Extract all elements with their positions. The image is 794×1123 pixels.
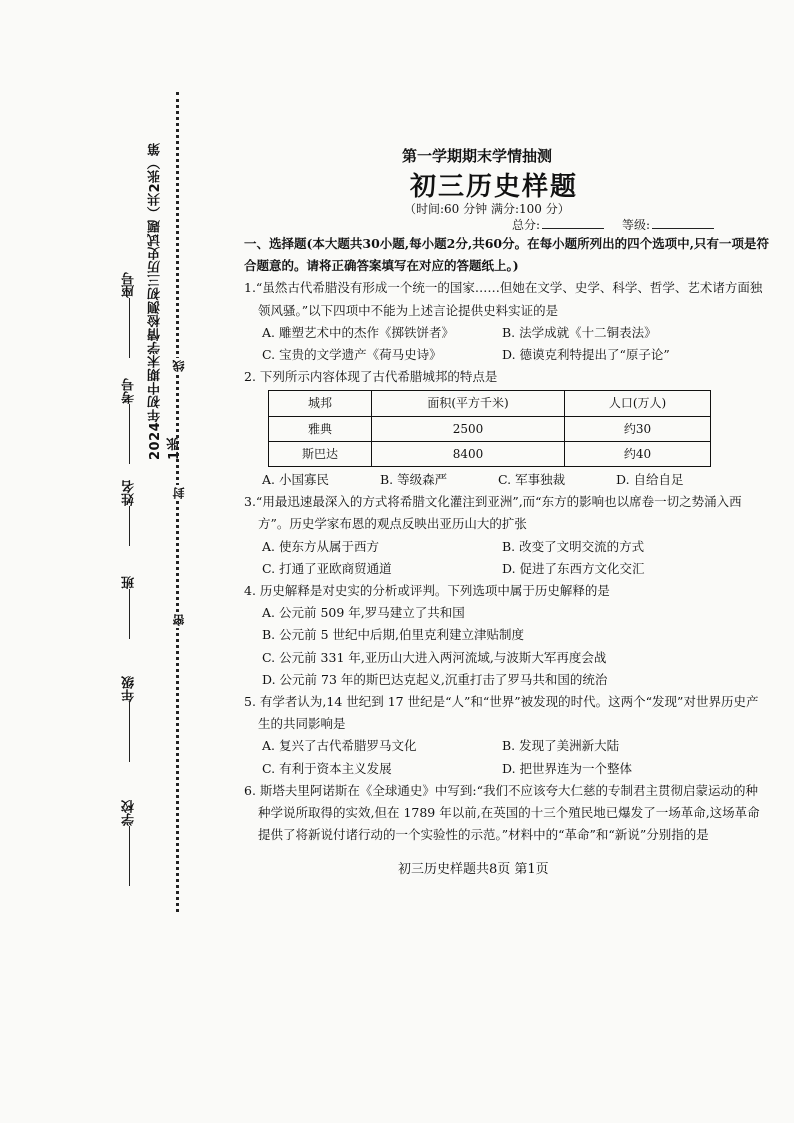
seat-number-field [120, 272, 139, 364]
question-3-options [244, 536, 769, 580]
seal-char-line: 线 [172, 360, 186, 372]
seal-char-secret: 密 [172, 614, 186, 626]
class-blank[interactable] [129, 589, 130, 639]
exam-content [244, 233, 769, 846]
grade-label: 年级 [122, 676, 137, 702]
option-d: D. 公元前 73 年的斯巴达克起义,沉重打击了罗马共和国的统治 [262, 671, 608, 687]
grade-level-label: 等级: [622, 218, 651, 232]
exam-number-label: 考号 [122, 378, 137, 404]
name-label: 姓名 [122, 480, 137, 506]
seal-char-seal: 封 [172, 487, 186, 499]
grade-blank[interactable] [129, 702, 130, 762]
question-3-stem: 3.“用最迅速最深入的方式将希腊文化灌注到亚洲”,而“东方的影响也以席卷一切之势涌入西方”。历史学家布恩的观点反映出亚历山大的扩张 [244, 494, 742, 532]
question-2-stem: 2. 下列所示内容体现了古代希腊城邦的特点是 [244, 369, 498, 385]
table-cell: 8400 [372, 441, 565, 466]
total-score-blank[interactable] [542, 218, 604, 229]
option-a: A. 复兴了古代希腊罗马文化 [262, 738, 417, 754]
exam-subtitle: 第一学期期末学情抽测 [402, 147, 553, 165]
option-c: C. 军事独裁 [498, 472, 566, 488]
class-label: 班 [122, 576, 137, 589]
table-header-row [269, 391, 711, 416]
exam-number-blank[interactable] [129, 404, 130, 464]
question-4 [244, 580, 769, 691]
class-field [120, 576, 139, 645]
exam-time-score: （时间:60 分钟 满分:100 分） [404, 202, 570, 216]
option-a: A. 小国寡民 [262, 472, 329, 488]
total-score-label: 总分: [512, 218, 541, 232]
school-blank[interactable] [129, 826, 130, 886]
question-4-stem: 4. 历史解释是对史实的分析或评判。下列选项中属于历史解释的是 [244, 583, 610, 599]
question-5-stem: 5. 有学者认为,14 世纪到 17 世纪是“人”和“世界”被发现的时代。这两个“发现”对世界历史产生的共同影响是 [244, 694, 759, 732]
question-1-options [244, 322, 769, 366]
option-c: C. 有利于资本主义发展 [262, 760, 392, 776]
question-5-options [244, 735, 769, 779]
question-1-stem: 1.“虽然古代希腊没有形成一个统一的国家……但她在文学、史学、科学、哲学、艺术诸方面独领风骚。”以下四项中不能为上述言论提供史料实证的是 [244, 280, 763, 318]
option-a: A. 公元前 509 年,罗马建立了共和国 [262, 605, 465, 621]
table-header: 城邦 [269, 391, 372, 416]
option-b: B. 公元前 5 世纪中后期,伯里克利建立津贴制度 [262, 627, 525, 643]
option-a: A. 使东方从属于西方 [262, 538, 379, 554]
option-b: B. 等级森严 [380, 472, 448, 488]
table-cell: 约40 [565, 441, 711, 466]
seal-dotted-line [176, 92, 179, 912]
name-blank[interactable] [129, 506, 130, 546]
question-2-options [244, 469, 769, 491]
table-cell: 2500 [372, 416, 565, 441]
exam-name-vertical: 2024年初中期末学情检测初三历史试题（共2张）第1张 [148, 142, 182, 460]
exam-number-field [120, 378, 139, 470]
seat-number-label: 座号 [122, 272, 137, 298]
question-6 [244, 780, 769, 847]
option-d: D. 把世界连为一个整体 [502, 760, 633, 776]
table-row [269, 416, 711, 441]
option-c: C. 公元前 331 年,亚历山大进入两河流域,与波斯大军再度会战 [262, 649, 607, 665]
section-heading: 一、选择题(本大题共30小题,每小题2分,共60分。在每小题所列出的四个选项中,只有一项是符合题意的。请将正确答案填写在对应的答题纸上。) [244, 236, 769, 274]
score-row [512, 216, 732, 233]
table-cell: 约30 [565, 416, 711, 441]
option-a: A. 雕塑艺术中的杰作《掷铁饼者》 [262, 324, 454, 340]
option-d: D. 促进了东西方文化交汇 [502, 560, 645, 576]
table-cell: 雅典 [269, 416, 372, 441]
option-d: D. 自给自足 [616, 472, 684, 488]
option-b: B. 发现了美洲新大陆 [502, 738, 620, 754]
question-3 [244, 491, 769, 580]
seat-number-blank[interactable] [129, 298, 130, 358]
option-c: C. 宝贵的文学遗产《荷马史诗》 [262, 347, 442, 363]
school-field [120, 800, 139, 892]
city-state-table [268, 390, 711, 467]
page-footer: 初三历史样题共8页 第1页 [398, 862, 549, 877]
grade-level-blank[interactable] [652, 218, 714, 229]
question-1 [244, 277, 769, 366]
table-cell: 斯巴达 [269, 441, 372, 466]
name-field [120, 480, 139, 552]
table-header: 人口(万人) [565, 391, 711, 416]
option-b: B. 改变了文明交流的方式 [502, 538, 645, 554]
table-header: 面积(平方千米) [372, 391, 565, 416]
question-2 [244, 366, 769, 491]
option-c: C. 打通了亚欧商贸通道 [262, 560, 392, 576]
question-5 [244, 691, 769, 780]
table-row [269, 441, 711, 466]
option-b: B. 法学成就《十二铜表法》 [502, 324, 657, 340]
grade-field [120, 676, 139, 768]
question-6-stem: 6. 斯塔夫里阿诺斯在《全球通史》中写到:“我们不应该夸大仁慈的专制君主贯彻启蒙运动的种种学说所取得的实效,但在 1789 年以前,在英国的十三个殖民地已爆发了一场革命,这场革命提供了将新说付诸行动的一个实验性的示范。”材料中的“革命”和“新说”分别指的是 [244, 782, 760, 843]
school-label: 学校 [122, 800, 137, 826]
option-d: D. 德谟克利特提出了“原子论” [502, 347, 670, 363]
exam-title: 初三历史样题 [410, 172, 579, 202]
